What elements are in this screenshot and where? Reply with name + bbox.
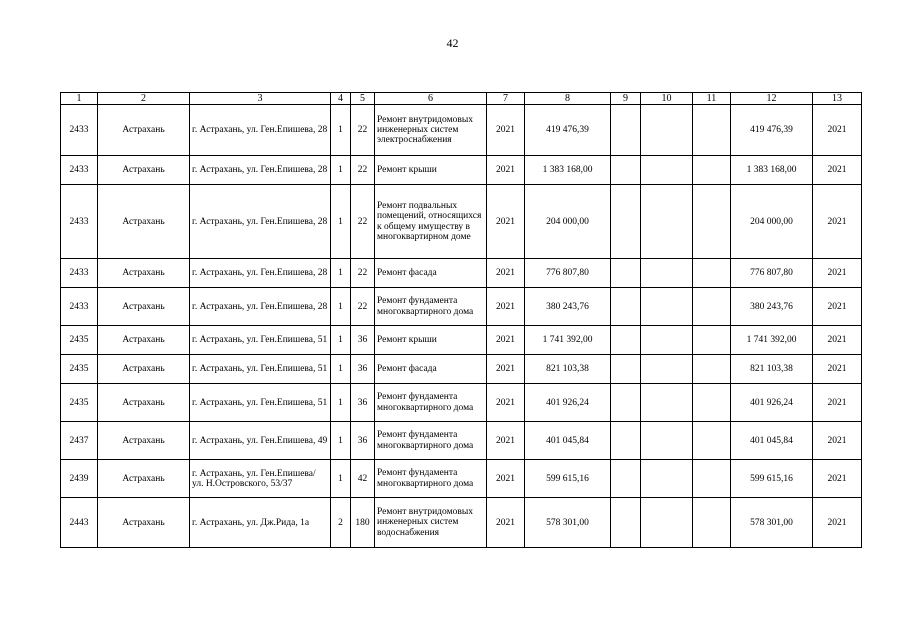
total-cost-cell: 776 807,80 <box>525 259 611 288</box>
city-cell: Астрахань <box>98 355 190 384</box>
address-cell: г. Астрахань, ул. Ген.Епишева, 28 <box>190 156 331 185</box>
table-row <box>61 185 862 259</box>
col4-cell: 1 <box>331 259 351 288</box>
work-type-cell: Ремонт внутридомовых инженерных систем водоснабжения <box>375 498 487 548</box>
col13-year-cell: 2021 <box>813 355 862 384</box>
col10-cell <box>641 460 693 498</box>
table-row <box>61 498 862 548</box>
table-row <box>61 259 862 288</box>
col10-cell <box>641 259 693 288</box>
col9-cell <box>611 156 641 185</box>
col5-cell: 22 <box>351 259 375 288</box>
col11-cell <box>693 156 731 185</box>
work-type-cell: Ремонт подвальных помещений, относящихся к общему имуществу в многоквартирном доме <box>375 185 487 259</box>
row-number-cell: 2433 <box>61 185 98 259</box>
row-number-cell: 2437 <box>61 422 98 460</box>
col9-cell <box>611 498 641 548</box>
col12-cost-cell: 599 615,16 <box>731 460 813 498</box>
col5-cell: 36 <box>351 384 375 422</box>
col12-cost-cell: 1 383 168,00 <box>731 156 813 185</box>
col4-cell: 1 <box>331 326 351 355</box>
year-cell: 2021 <box>487 422 525 460</box>
work-type-cell: Ремонт фасада <box>375 259 487 288</box>
col12-cost-cell: 1 741 392,00 <box>731 326 813 355</box>
col13-year-cell: 2021 <box>813 326 862 355</box>
table-row <box>61 105 862 156</box>
col11-cell <box>693 185 731 259</box>
col5-cell: 36 <box>351 326 375 355</box>
table-row <box>61 422 862 460</box>
col12-cost-cell: 821 103,38 <box>731 355 813 384</box>
address-cell: г. Астрахань, ул. Ген.Епишева, 51 <box>190 355 331 384</box>
column-header: 4 <box>331 93 351 105</box>
year-cell: 2021 <box>487 288 525 326</box>
year-cell: 2021 <box>487 326 525 355</box>
col13-year-cell: 2021 <box>813 422 862 460</box>
col4-cell: 1 <box>331 185 351 259</box>
register-body <box>61 105 862 548</box>
col9-cell <box>611 326 641 355</box>
col4-cell: 1 <box>331 355 351 384</box>
col4-cell: 1 <box>331 460 351 498</box>
col10-cell <box>641 422 693 460</box>
column-header: 1 <box>61 93 98 105</box>
col9-cell <box>611 355 641 384</box>
col13-year-cell: 2021 <box>813 185 862 259</box>
city-cell: Астрахань <box>98 326 190 355</box>
work-type-cell: Ремонт фундамента многоквартирного дома <box>375 384 487 422</box>
work-type-cell: Ремонт крыши <box>375 156 487 185</box>
col4-cell: 1 <box>331 422 351 460</box>
col12-cost-cell: 401 045,84 <box>731 422 813 460</box>
row-number-cell: 2433 <box>61 105 98 156</box>
city-cell: Астрахань <box>98 156 190 185</box>
column-header: 5 <box>351 93 375 105</box>
col5-cell: 22 <box>351 185 375 259</box>
col10-cell <box>641 105 693 156</box>
city-cell: Астрахань <box>98 384 190 422</box>
col4-cell: 1 <box>331 156 351 185</box>
col9-cell <box>611 460 641 498</box>
col13-year-cell: 2021 <box>813 105 862 156</box>
city-cell: Астрахань <box>98 185 190 259</box>
year-cell: 2021 <box>487 384 525 422</box>
year-cell: 2021 <box>487 460 525 498</box>
row-number-cell: 2435 <box>61 326 98 355</box>
col13-year-cell: 2021 <box>813 259 862 288</box>
col11-cell <box>693 105 731 156</box>
col4-cell: 1 <box>331 105 351 156</box>
col5-cell: 36 <box>351 355 375 384</box>
col9-cell <box>611 288 641 326</box>
col11-cell <box>693 288 731 326</box>
year-cell: 2021 <box>487 498 525 548</box>
col11-cell <box>693 355 731 384</box>
col9-cell <box>611 185 641 259</box>
year-cell: 2021 <box>487 156 525 185</box>
col10-cell <box>641 355 693 384</box>
column-header: 6 <box>375 93 487 105</box>
total-cost-cell: 401 045,84 <box>525 422 611 460</box>
total-cost-cell: 401 926,24 <box>525 384 611 422</box>
col11-cell <box>693 259 731 288</box>
year-cell: 2021 <box>487 105 525 156</box>
column-number-row <box>61 93 862 105</box>
col11-cell <box>693 460 731 498</box>
col12-cost-cell: 776 807,80 <box>731 259 813 288</box>
col9-cell <box>611 384 641 422</box>
year-cell: 2021 <box>487 259 525 288</box>
col5-cell: 22 <box>351 288 375 326</box>
address-cell: г. Астрахань, ул. Ген.Епишева, 28 <box>190 105 331 156</box>
address-cell: г. Астрахань, ул. Ген.Епишева, 51 <box>190 384 331 422</box>
row-number-cell: 2435 <box>61 355 98 384</box>
address-cell: г. Астрахань, ул. Ген.Епишева, 28 <box>190 259 331 288</box>
col5-cell: 42 <box>351 460 375 498</box>
page-number: 42 <box>446 36 459 50</box>
column-header: 7 <box>487 93 525 105</box>
total-cost-cell: 419 476,39 <box>525 105 611 156</box>
total-cost-cell: 599 615,16 <box>525 460 611 498</box>
table-row <box>61 326 862 355</box>
col13-year-cell: 2021 <box>813 156 862 185</box>
col11-cell <box>693 326 731 355</box>
work-type-cell: Ремонт фундамента многоквартирного дома <box>375 422 487 460</box>
total-cost-cell: 821 103,38 <box>525 355 611 384</box>
total-cost-cell: 204 000,00 <box>525 185 611 259</box>
col5-cell: 36 <box>351 422 375 460</box>
col9-cell <box>611 259 641 288</box>
col4-cell: 1 <box>331 384 351 422</box>
city-cell: Астрахань <box>98 259 190 288</box>
col9-cell <box>611 422 641 460</box>
col4-cell: 2 <box>331 498 351 548</box>
city-cell: Астрахань <box>98 498 190 548</box>
column-header: 11 <box>693 93 731 105</box>
address-cell: г. Астрахань, ул. Дж.Рида, 1а <box>190 498 331 548</box>
row-number-cell: 2433 <box>61 259 98 288</box>
col9-cell <box>611 105 641 156</box>
column-header: 2 <box>98 93 190 105</box>
address-cell: г. Астрахань, ул. Ген.Епишева/ ул. Н.Островского, 53/37 <box>190 460 331 498</box>
column-header: 10 <box>641 93 693 105</box>
col11-cell <box>693 498 731 548</box>
col10-cell <box>641 185 693 259</box>
work-type-cell: Ремонт внутридомовых инженерных систем электроснабжения <box>375 105 487 156</box>
col13-year-cell: 2021 <box>813 384 862 422</box>
col10-cell <box>641 384 693 422</box>
col10-cell <box>641 156 693 185</box>
col11-cell <box>693 422 731 460</box>
col10-cell <box>641 326 693 355</box>
table-row <box>61 156 862 185</box>
work-type-cell: Ремонт фундамента многоквартирного дома <box>375 460 487 498</box>
col12-cost-cell: 380 243,76 <box>731 288 813 326</box>
total-cost-cell: 578 301,00 <box>525 498 611 548</box>
col4-cell: 1 <box>331 288 351 326</box>
column-header: 9 <box>611 93 641 105</box>
year-cell: 2021 <box>487 355 525 384</box>
col10-cell <box>641 498 693 548</box>
city-cell: Астрахань <box>98 288 190 326</box>
col12-cost-cell: 419 476,39 <box>731 105 813 156</box>
row-number-cell: 2439 <box>61 460 98 498</box>
table-row <box>61 355 862 384</box>
column-header: 12 <box>731 93 813 105</box>
col13-year-cell: 2021 <box>813 460 862 498</box>
address-cell: г. Астрахань, ул. Ген.Епишева, 51 <box>190 326 331 355</box>
address-cell: г. Астрахань, ул. Ген.Епишева, 49 <box>190 422 331 460</box>
total-cost-cell: 1 383 168,00 <box>525 156 611 185</box>
row-number-cell: 2433 <box>61 156 98 185</box>
table-row <box>61 288 862 326</box>
row-number-cell: 2435 <box>61 384 98 422</box>
column-header: 13 <box>813 93 862 105</box>
column-header: 8 <box>525 93 611 105</box>
table-row <box>61 384 862 422</box>
row-number-cell: 2433 <box>61 288 98 326</box>
col12-cost-cell: 401 926,24 <box>731 384 813 422</box>
repair-register-table <box>60 92 862 548</box>
column-header: 3 <box>190 93 331 105</box>
city-cell: Астрахань <box>98 422 190 460</box>
work-type-cell: Ремонт фасада <box>375 355 487 384</box>
work-type-cell: Ремонт фундамента многоквартирного дома <box>375 288 487 326</box>
city-cell: Астрахань <box>98 105 190 156</box>
col10-cell <box>641 288 693 326</box>
col5-cell: 22 <box>351 156 375 185</box>
city-cell: Астрахань <box>98 460 190 498</box>
col5-cell: 22 <box>351 105 375 156</box>
total-cost-cell: 1 741 392,00 <box>525 326 611 355</box>
col12-cost-cell: 578 301,00 <box>731 498 813 548</box>
col13-year-cell: 2021 <box>813 498 862 548</box>
table-row <box>61 460 862 498</box>
col13-year-cell: 2021 <box>813 288 862 326</box>
year-cell: 2021 <box>487 185 525 259</box>
row-number-cell: 2443 <box>61 498 98 548</box>
address-cell: г. Астрахань, ул. Ген.Епишева, 28 <box>190 185 331 259</box>
work-type-cell: Ремонт крыши <box>375 326 487 355</box>
address-cell: г. Астрахань, ул. Ген.Епишева, 28 <box>190 288 331 326</box>
col5-cell: 180 <box>351 498 375 548</box>
total-cost-cell: 380 243,76 <box>525 288 611 326</box>
col11-cell <box>693 384 731 422</box>
col12-cost-cell: 204 000,00 <box>731 185 813 259</box>
